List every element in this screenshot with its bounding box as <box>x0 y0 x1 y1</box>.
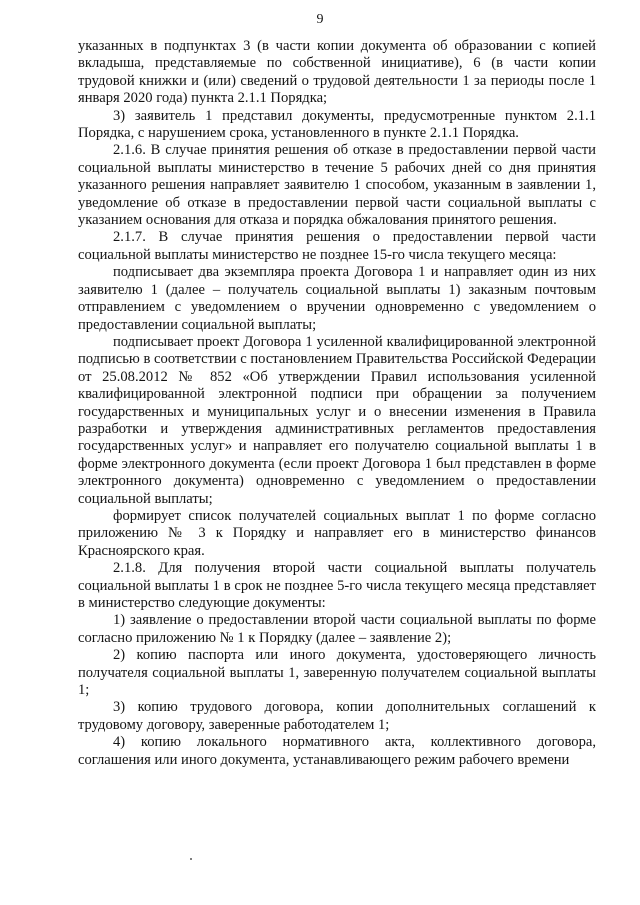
list-item-4: 4) копию локального нормативного акта, коллективного договора, соглашения или иного документа, устанавливающего режим рабочего времени <box>78 734 596 768</box>
scan-speck <box>190 858 192 860</box>
paragraph-signs-two-copies: подписывает два экземпляра проекта Договора 1 и направляет один из них заявителю 1 (далее – получатель социальной выплаты 1) заказным почтовым отправлением с уведомлением о вручении одновременно с уведомлением о предоставлении социальной выплаты; <box>78 264 596 333</box>
paragraph-signs-electronic: подписывает проект Договора 1 усиленной квалифицированной электронной подписью в соответствии с постановлением Правительства Российской Федерации от 25.08.2012 № 852 «Об утверждении Правил использования усиленной квалифицированной электронной подписи при обращении за получением государственных и муниципальных услуг и о внесении изменения в Правила разработки и утверждения административных регламентов предоставления государственных услуг» и направляет его получателю социальной выплаты 1 в форме электронного документа (если проект Договора 1 был представлен в форме электронного документа) одновременно с уведомлением о предоставлении социальной выплаты; <box>78 333 596 507</box>
paragraph-item-3: 3) заявитель 1 представил документы, предусмотренные пунктом 2.1.1 Порядка, с нарушением срока, установленного в пункте 2.1.1 Порядка. <box>78 107 596 142</box>
page-number: 9 <box>316 12 324 27</box>
list-item-2: 2) копию паспорта или иного документа, удостоверяющего личность получателя социальной выплаты 1, заверенную получателем социальной выплаты 1; <box>78 647 596 699</box>
paragraph-2-1-6: 2.1.6. В случае принятия решения об отказе в предоставлении первой части социальной выплаты министерство в течение 5 рабочих дней со дня принятия указанного решения направляет заявителю 1 способом, указанным в заявлении 1, уведомление об отказе в предоставлении первой части социальной выплаты с указанием основания для отказа и порядка обжалования принятого решения. <box>78 142 596 229</box>
list-item-1: 1) заявление о предоставлении второй части социальной выплаты по форме согласно приложению № 1 к Порядку (далее – заявление 2); <box>78 612 596 646</box>
paragraph-forms-list: формирует список получателей социальных выплат 1 по форме согласно приложению № 3 к Порядку и направляет его в министерство финансов Красноярского края. <box>78 507 596 559</box>
paragraph-continuation: указанных в подпунктах 3 (в части копии документа об образовании с копией вкладыша, представляемые по собственной инициативе), 6 (в части копии трудовой книжки и (или) сведений о трудовой деятельности 1 за периоды после 1 января 2020 года) пункта 2.1.1 Порядка; <box>78 38 596 107</box>
list-item-3: 3) копию трудового договора, копии дополнительных соглашений к трудовому договору, заверенные работодателем 1; <box>78 699 596 733</box>
paragraph-2-1-8: 2.1.8. Для получения второй части социальной выплаты получатель социальной выплаты 1 в срок не позднее 5-го числа текущего месяца представляет в министерство следующие документы: <box>78 560 596 611</box>
document-body <box>78 38 596 769</box>
paragraph-2-1-7: 2.1.7. В случае принятия решения о предоставлении первой части социальной выплаты министерство не позднее 15-го числа текущего месяца: <box>78 229 596 263</box>
